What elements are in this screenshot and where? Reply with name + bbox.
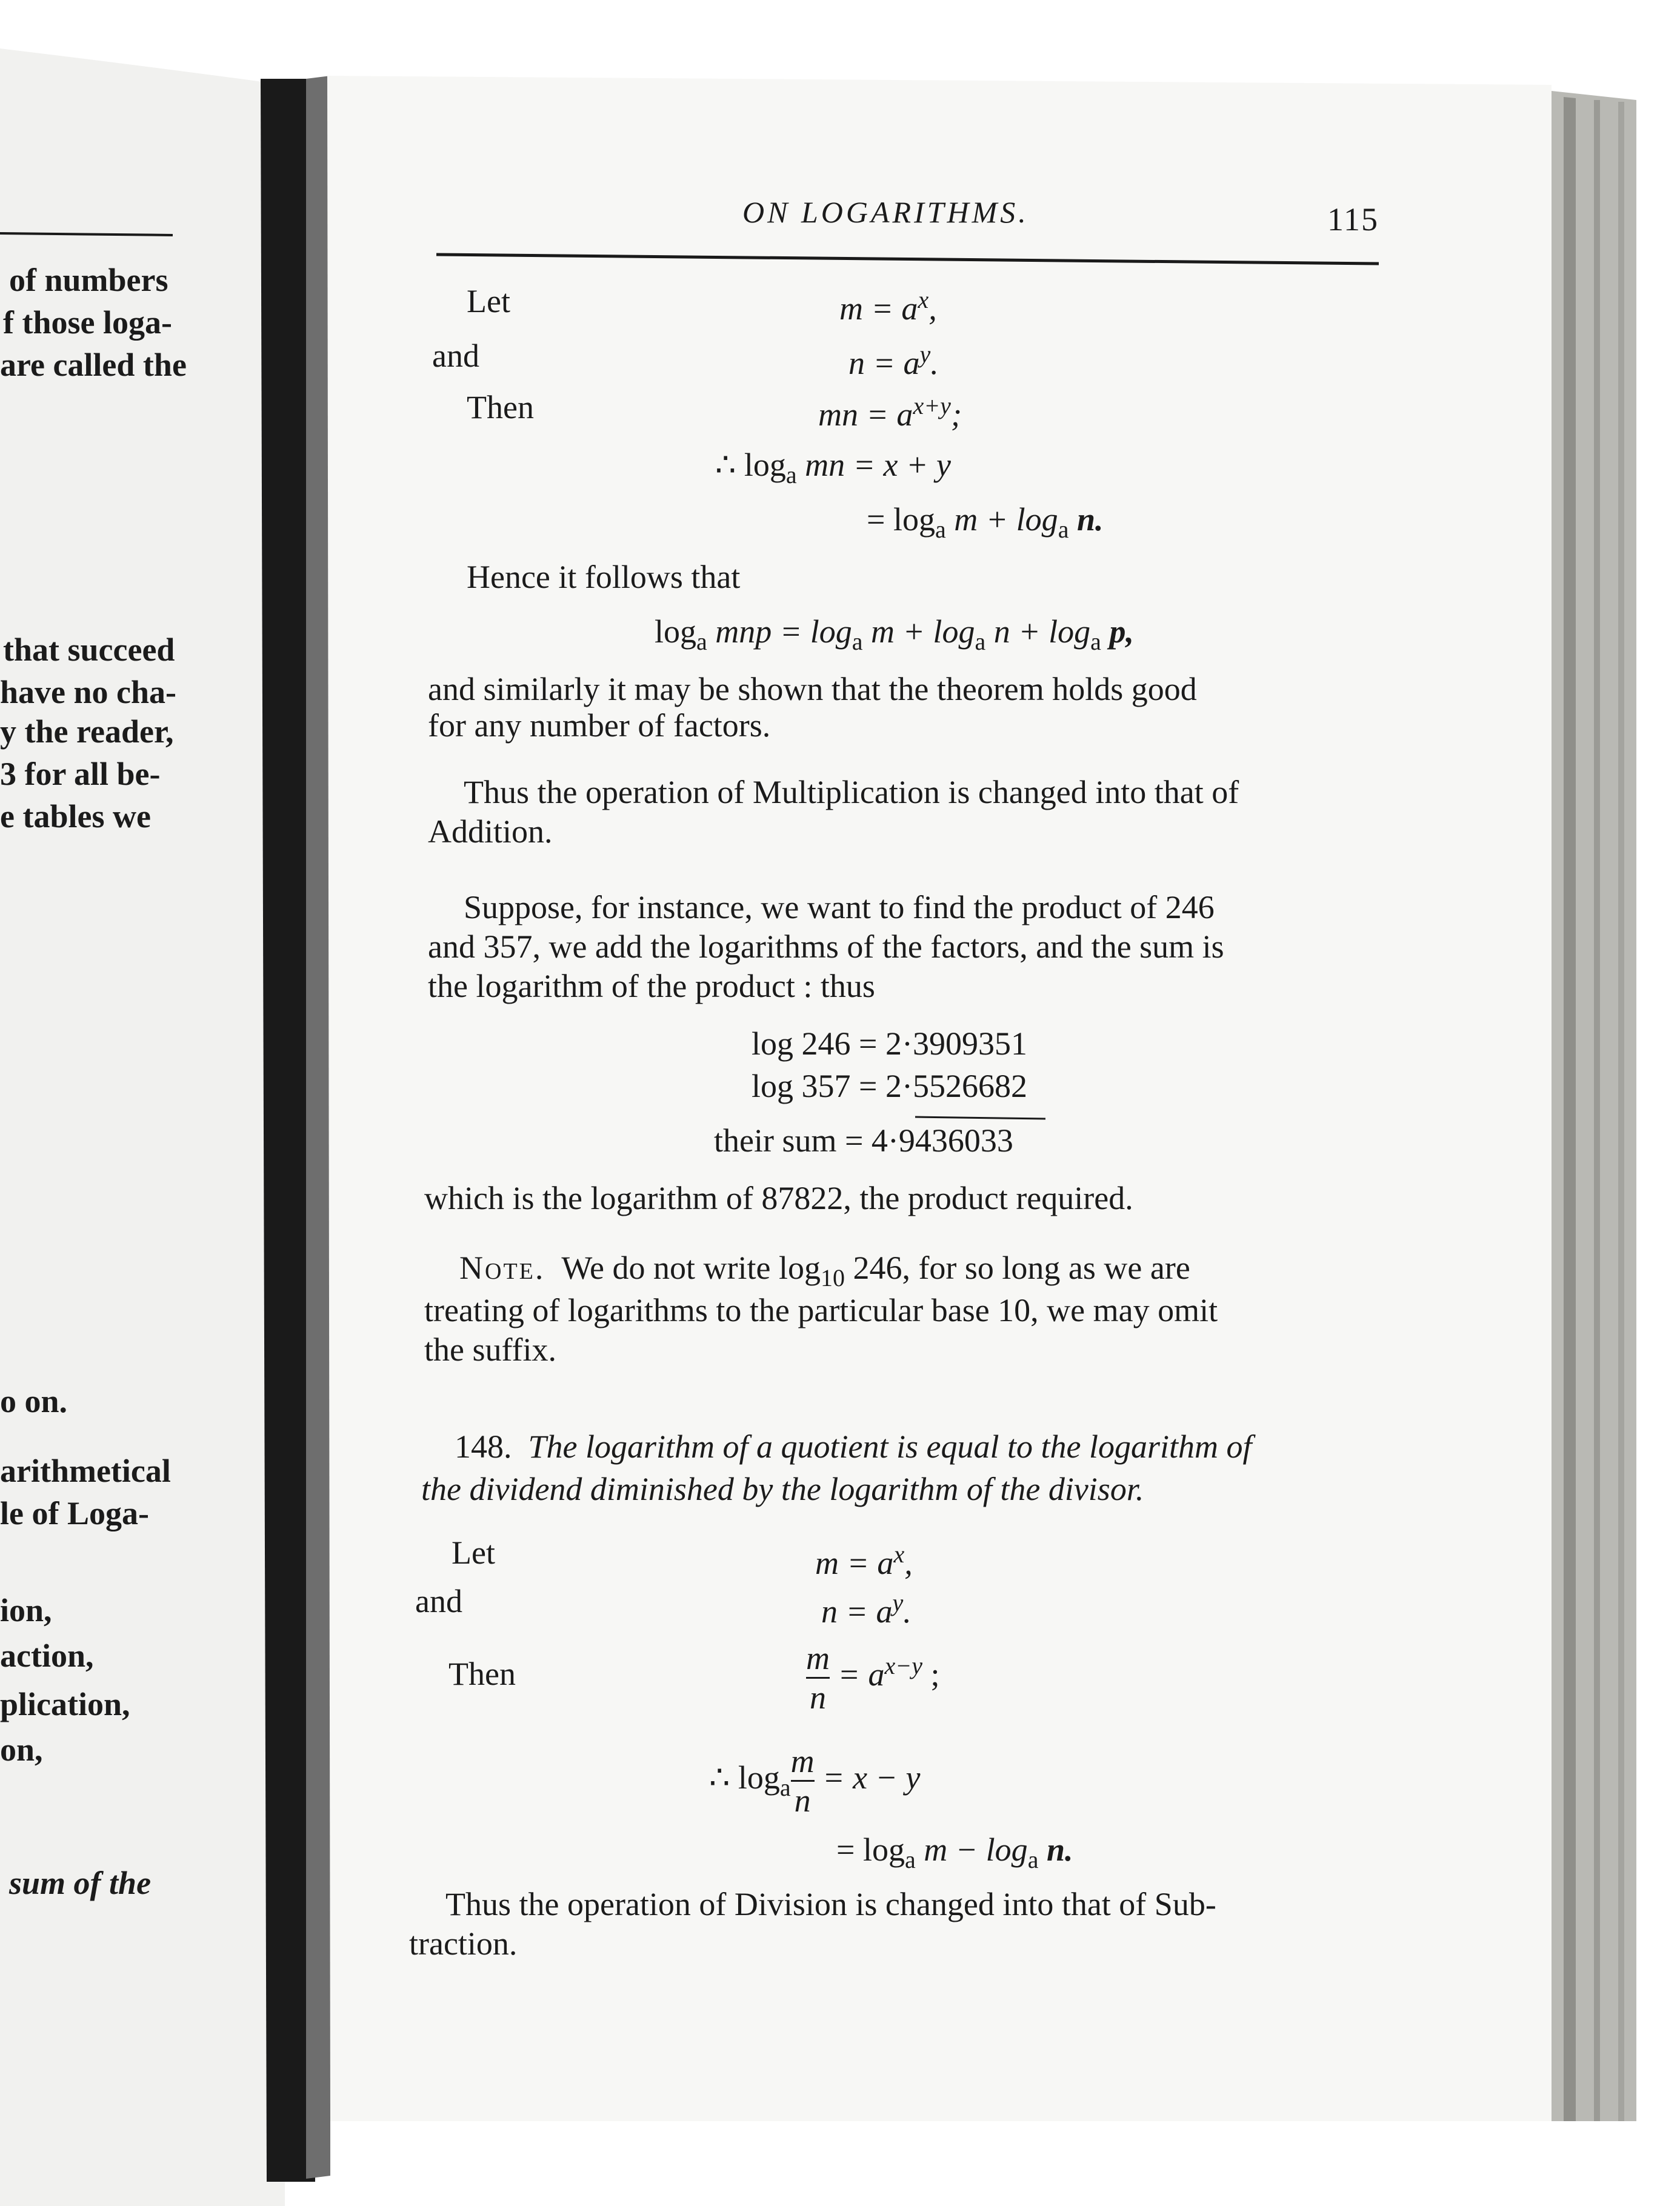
fraction: $\frac{m}{n}$ [806,1640,830,1716]
facing-line: o on. [0,1383,68,1419]
equation-log-mn: ∴ $\log_a$ mn = x + y [715,447,951,488]
equation-log-mnp: $\log_a$ mnp = $\log_a m + \log_a n + \log_a p$, [655,613,1134,655]
equation-n: $n = a^y$. [821,1589,912,1630]
calc-line: log 246 = 2·3909351 [752,1025,1027,1062]
proof-word-and: and [415,1583,462,1619]
facing-line: arithmetical [0,1453,171,1489]
proof-word-let: Let [452,1535,495,1571]
hence-line: Hence it follows that [467,559,741,595]
facing-line: plication, [0,1686,130,1722]
facing-line: 3 for all be- [0,756,161,792]
article-148-line: 148. The logarithm of a quotient is equal to the logarithm of [455,1428,1252,1465]
paragraph-line: traction. [409,1925,518,1962]
equation-log-diff: = $\log_a m - \log_a n$. [836,1831,1073,1873]
equation-mn: mn = $a^{x+y}$; [818,392,962,433]
facing-line: ion, [0,1592,52,1628]
equation-log-sum: = $\log_a m + \log_a n$. [867,501,1104,543]
facing-line: y the reader, [0,713,174,750]
calc-line: log 357 = 2·5526682 [752,1068,1027,1104]
facing-line: le of Loga- [0,1495,149,1531]
facing-line: are called the [0,347,187,383]
paragraph-line: which is the logarithm of 87822, the product required. [424,1180,1133,1216]
facing-line: have no cha- [0,674,177,710]
facing-line: sum of the [9,1865,152,1901]
note-line: treating of logarithms to the particular base 10, we may omit [424,1292,1218,1328]
paragraph-line: Addition. [428,813,553,850]
paragraph-line: for any number of factors. [428,707,771,744]
facing-line: e tables we [0,798,151,835]
proof-word-let: Let [467,283,510,319]
paragraph-line: the logarithm of the product : thus [428,968,875,1004]
facing-line: of numbers [9,262,168,298]
equation-m: $m = a^x$, [839,286,937,327]
proof-word-then: Then [467,389,534,425]
article-148-line: the dividend diminished by the logarithm of the divisor. [421,1471,1144,1507]
page-number: 115 [1327,201,1379,238]
calc-sum: their sum = 4·9436033 [714,1122,1013,1159]
paragraph-line: Thus the operation of Multiplication is changed into that of [464,774,1239,810]
facing-line: on, [0,1731,43,1768]
equation-n: $n = a^y$. [848,341,939,381]
fraction: $\frac{m}{n}$ [790,1743,815,1819]
note-line: the suffix. [424,1331,556,1368]
running-head: ON LOGARITHMS. [742,195,1029,229]
paragraph-line: and similarly it may be shown that the theorem holds good [428,671,1197,707]
proof-word-then: Then [448,1656,516,1692]
proof-word-and: and [432,338,479,374]
equation-m: $m = a^x$, [815,1541,913,1581]
note-line: Note. We do not write $\log_{10} 246$, for so long as we are [459,1250,1190,1291]
equation-log-quotient: ∴ $\log_a$ $\frac{m}{n}$ = x − y [709,1743,921,1819]
facing-line: action, [0,1638,94,1674]
paragraph-line: Thus the operation of Division is changed into that of Sub- [445,1886,1216,1922]
equation-quotient: $\frac{m}{n}$ = $a^{x-y}$ ; [806,1640,940,1716]
facing-line: f those loga- [3,304,172,341]
paragraph-line: Suppose, for instance, we want to find the product of 246 [464,889,1215,925]
facing-line: that succeed [3,631,175,668]
paragraph-line: and 357, we add the logarithms of the factors, and the sum is [428,928,1224,965]
